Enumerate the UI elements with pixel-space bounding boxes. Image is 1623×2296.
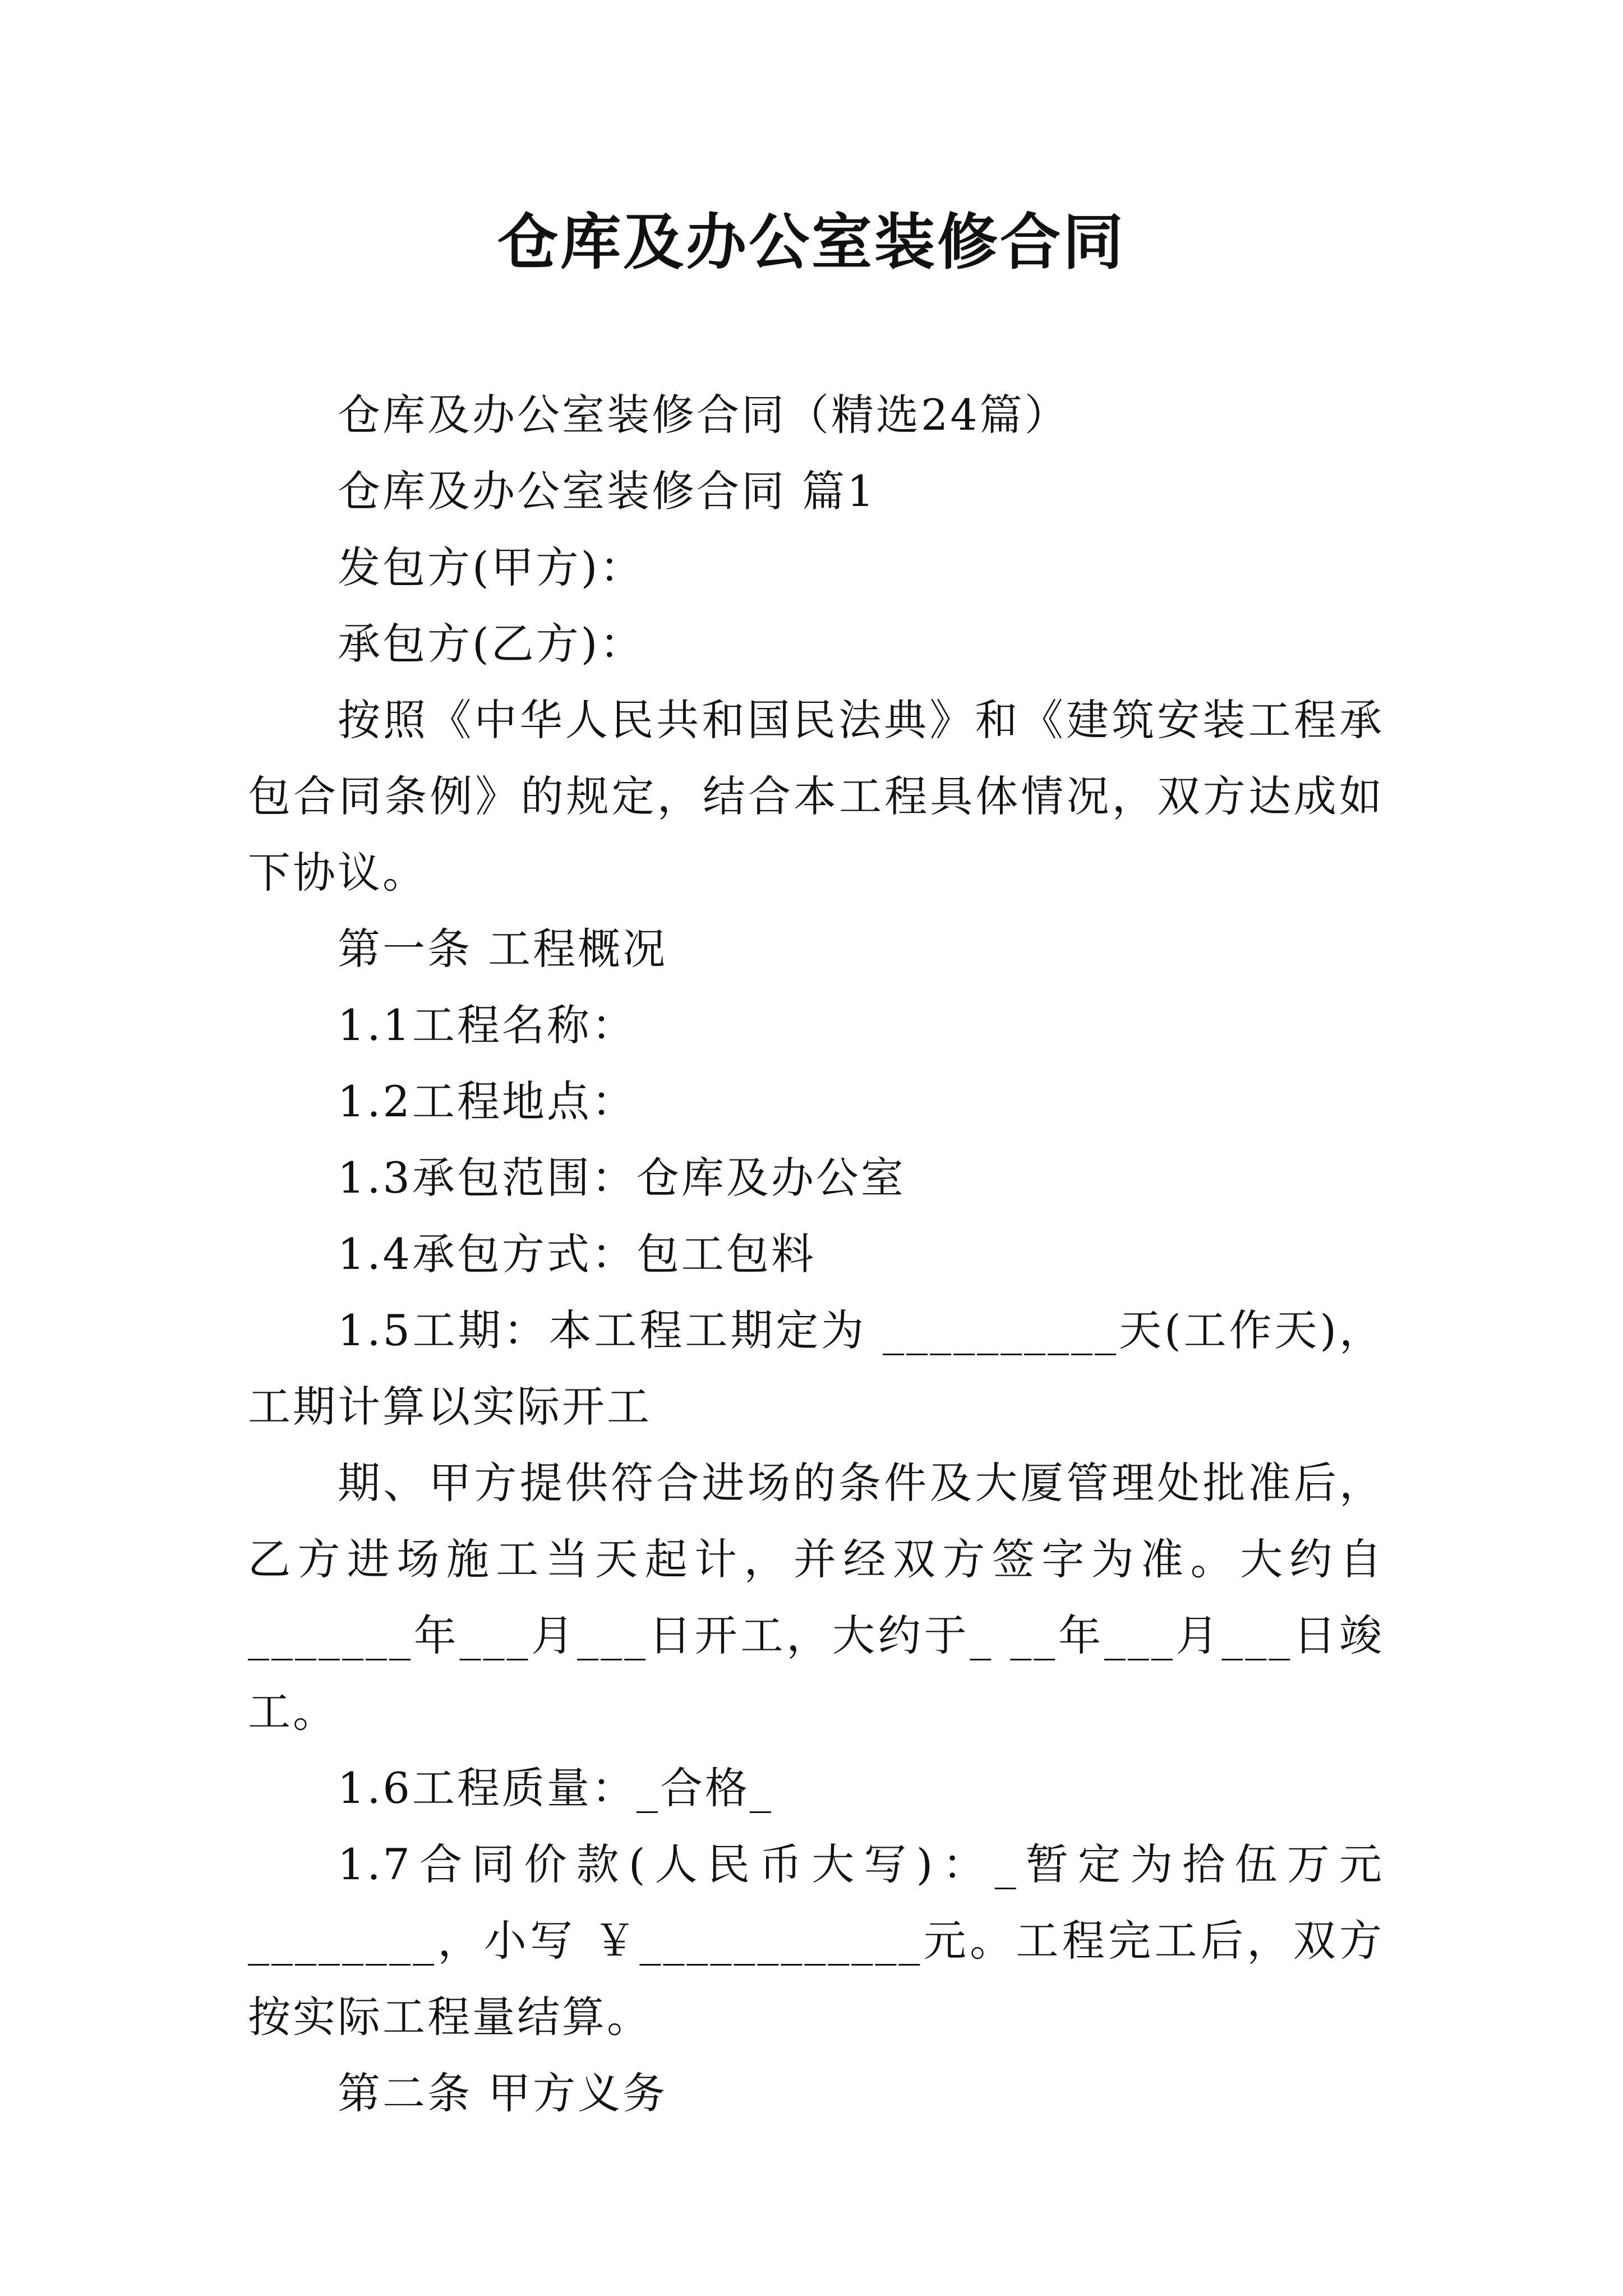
document-body [248,377,1384,2132]
subtitle-paragraph: 仓库及办公室装修合同（精选24篇） [338,390,1069,440]
clause-1-4: 1.4承包方式：包工包料 [338,1229,816,1279]
party-b-paragraph: 承包方(乙方)： [338,619,645,669]
article-2-heading: 第二条 甲方义务 [338,2068,668,2118]
clause-1-2: 1.2工程地点： [338,1076,637,1126]
section-heading-paragraph: 仓库及办公室装修合同 篇1 [338,466,877,516]
article-1-heading: 第一条 工程概况 [338,924,668,974]
clause-1-5-continued: 期、甲方提供符合进场的条件及大厦管理处批准后，乙方进场施工当天起计，并经双方签字为准。大约自_______年___月___日开工，大约于_ __年___月___日竣工。 [248,1458,1384,1737]
clause-1-5: 1.5工期：本工程工期定为 __________天(工作天)，工期计算以实际开工 [248,1305,1384,1432]
clause-1-7: 1.7合同价款(人民币大写)：_暂定为拾伍万元________，小写 ￥____________元。工程完工后，双方按实际工程量结算。 [248,1839,1384,2042]
clause-1-6: 1.6工程质量：_合格_ [338,1763,773,1813]
preamble-paragraph: 按照《中华人民共和国民法典》和《建筑安装工程承包合同条例》的规定，结合本工程具体情况，双方达成如下协议。 [248,695,1384,898]
party-a-paragraph: 发包方(甲方)： [338,542,645,592]
clause-1-1: 1.1工程名称： [338,1000,637,1050]
document-title: 仓库及办公室装修合同 [497,207,1126,278]
clause-1-3: 1.3承包范围：仓库及办公室 [338,1153,906,1203]
